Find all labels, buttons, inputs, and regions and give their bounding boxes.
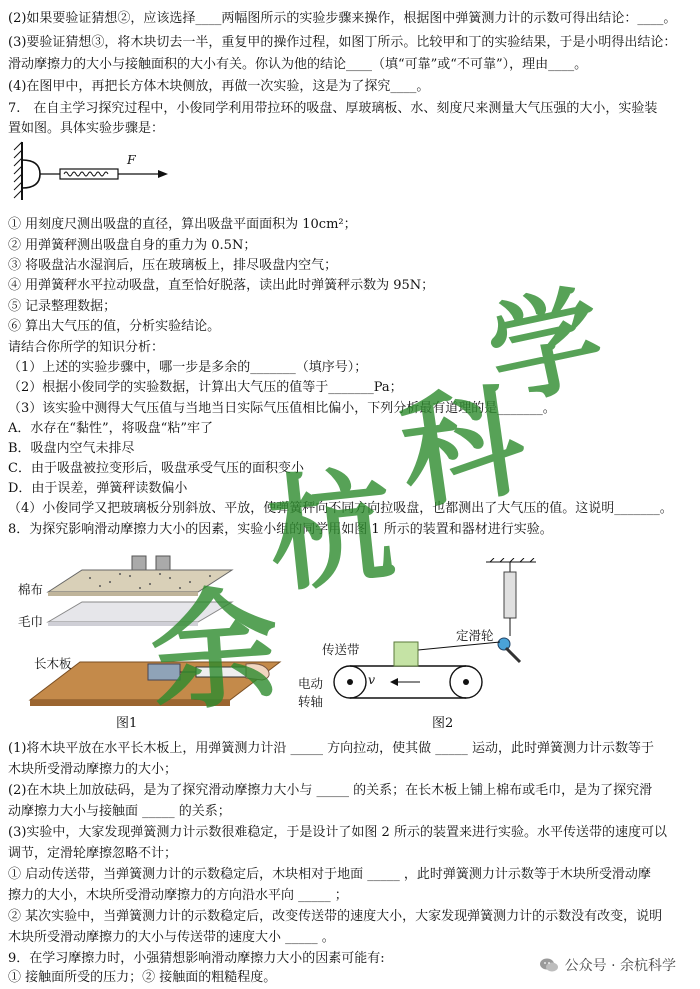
q7-sub1: （1）上述的实验步骤中，哪一步是多余的_______（填序号）； [8, 360, 368, 375]
q6-line2: (2)如果要验证猜想②，应该选择____两幅图所示的实验步骤来操作，根据图中弹簧测力计的示数可得出结论：____。 [8, 11, 677, 26]
q8-p1a: (1)将木块平放在水平长木板上，用弹簧测力计沿 _____ 方向拉动，使其做 _____ 运动，此时弹簧测力计示数等于 [8, 741, 654, 756]
fig2-belt-label: 传送带 [322, 642, 360, 657]
fig2-motor-label-1: 电动 [298, 676, 324, 691]
fig1-board-label: 长木板 [34, 656, 72, 671]
suction-cup-figure [12, 140, 172, 202]
q7-option-a: A．水存在“黏性”，将吸盘“粘”牢了 [8, 421, 213, 436]
figure-2 [290, 558, 540, 708]
q7-option-b: B．吸盘内空气未排尽 [8, 441, 135, 456]
q7-option-d: D．由于误差，弹簧秤读数偏小 [8, 481, 188, 496]
watermark-char-4: 余 [145, 572, 284, 731]
q7-prompt: 请结合你所学的知识分析： [8, 340, 165, 355]
fig2-caption: 图2 [432, 716, 454, 731]
q7-step-4: ④ 用弹簧秤水平拉动吸盘，直至恰好脱落，读出此时弹簧秤示数为 95N； [8, 278, 435, 293]
q6-line3b: 滑动摩擦力的大小与接触面积的大小有关。你认为他的结论____（填“可靠”或“不可靠”），理由____。 [8, 57, 588, 72]
q6-line3: (3)要验证猜想③，将木块切去一半，重复甲的操作过程，如图丁所示。比较甲和丁的实验结果，于是小明得出结论： [8, 35, 677, 50]
q8-p1b: 木块所受滑动摩擦力的大小； [8, 762, 178, 777]
q8-p3f: 木块所受滑动摩擦力的大小与传送带的速度大小 _____ 。 [8, 930, 335, 945]
q8-p3b: 调节，定滑轮摩擦忽略不计； [8, 846, 178, 861]
q7-step-5: ⑤ 记录整理数据； [8, 299, 117, 314]
q8-p3e: ② 某次实验中，当弹簧测力计的示数稳定后，改变传送带的速度大小，大家发现弹簧测力计的示数没有改变，说明 [8, 909, 663, 924]
q7-sub3: （3）该实验中测得大气压值与当地当日实际气压值相比偏小，下列分析最有道理的是_______。 [8, 401, 556, 416]
q8-p3c: ① 启动传送带，当弹簧测力计的示数稳定后，木块相对于地面 _____ ，此时弹簧测力计示数等于木块所受滑动摩 [8, 867, 651, 882]
q7-intro2: 置如图。具体实验步骤是： [8, 121, 165, 136]
q6-line4: (4)在图甲中，再把长方体木块侧放，再做一次实验，这是为了探究____。 [8, 79, 430, 94]
q8-p2a: (2)在木块上加放砝码，是为了探究滑动摩擦力大小与 _____ 的关系；在长木板上铺上棉布或毛巾，是为了探究滑 [8, 783, 653, 798]
watermark-char-2: 科 [392, 369, 533, 527]
fig2-motor-label-2: 转轴 [298, 694, 324, 709]
q9-intro: 9．在学习摩擦力时，小强猜想影响滑动摩擦力大小的因素可能有: [8, 951, 385, 966]
watermark-char-3: 杭 [261, 453, 401, 611]
fig2-velocity-label: v [368, 672, 376, 687]
q8-p3a: (3)实验中，大家发现弹簧测力计示数很难稳定，于是设计了如图 2 所示的装置来进行实验。水平传送带的速度可以 [8, 825, 667, 840]
wechat-icon [539, 957, 559, 973]
q7-sub2: （2）根据小俊同学的实验数据，计算出大气压的值等于_______Pa； [8, 380, 403, 395]
q7-sub4: （4）小俊同学又把玻璃板分别斜放、平放，使弹簧秤向不同方向拉吸盘，也都测出了大气压的值。这说明_______。 [8, 501, 673, 516]
figure-1 [20, 552, 290, 712]
q9-line: ① 接触面所受的压力；② 接触面的粗糙程度。 [8, 970, 277, 985]
q7-step-2: ② 用弹簧秤测出吸盘自身的重力为 0.5N； [8, 238, 257, 253]
fig1-caption: 图1 [116, 716, 138, 731]
q8-p2b: 动摩擦力大小与接触面 _____ 的关系； [8, 804, 231, 819]
fig1-towel-label: 毛巾 [18, 614, 44, 629]
fig2-pulley-label: 定滑轮 [456, 628, 494, 643]
q7-intro1: 7. 在自主学习探究过程中，小俊同学利用带拉环的吸盘、厚玻璃板、水、刻度尺来测量大气压强的大小，实验装 [8, 101, 658, 116]
q8-p3d: 擦力的大小，木块所受滑动摩擦力的方向沿水平向 _____ ； [8, 888, 348, 903]
footer-text: 公众号 · 余杭科学 [564, 958, 676, 974]
watermark-char-1: 学 [477, 272, 615, 424]
footer-account [539, 955, 676, 975]
q7-step-6: ⑥ 算出大气压的值，分析实验结论。 [8, 319, 221, 334]
fig1-cotton-label: 棉布 [18, 582, 44, 597]
q8-intro: 8．为探究影响滑动摩擦力大小的因素，实验小组的同学用如图 1 所示的装置和器材进行实验。 [8, 522, 553, 537]
q7-step-3: ③ 将吸盘沾水湿润后，压在玻璃板上，排尽吸盘内空气； [8, 258, 338, 273]
q7-option-c: C．由于吸盘被拉变形后，吸盘承受气压的面积变小 [8, 461, 304, 476]
q7-step-1: ① 用刻度尺测出吸盘的直径，算出吸盘平面面积为 10cm²； [8, 217, 357, 232]
force-label: F [127, 152, 136, 167]
